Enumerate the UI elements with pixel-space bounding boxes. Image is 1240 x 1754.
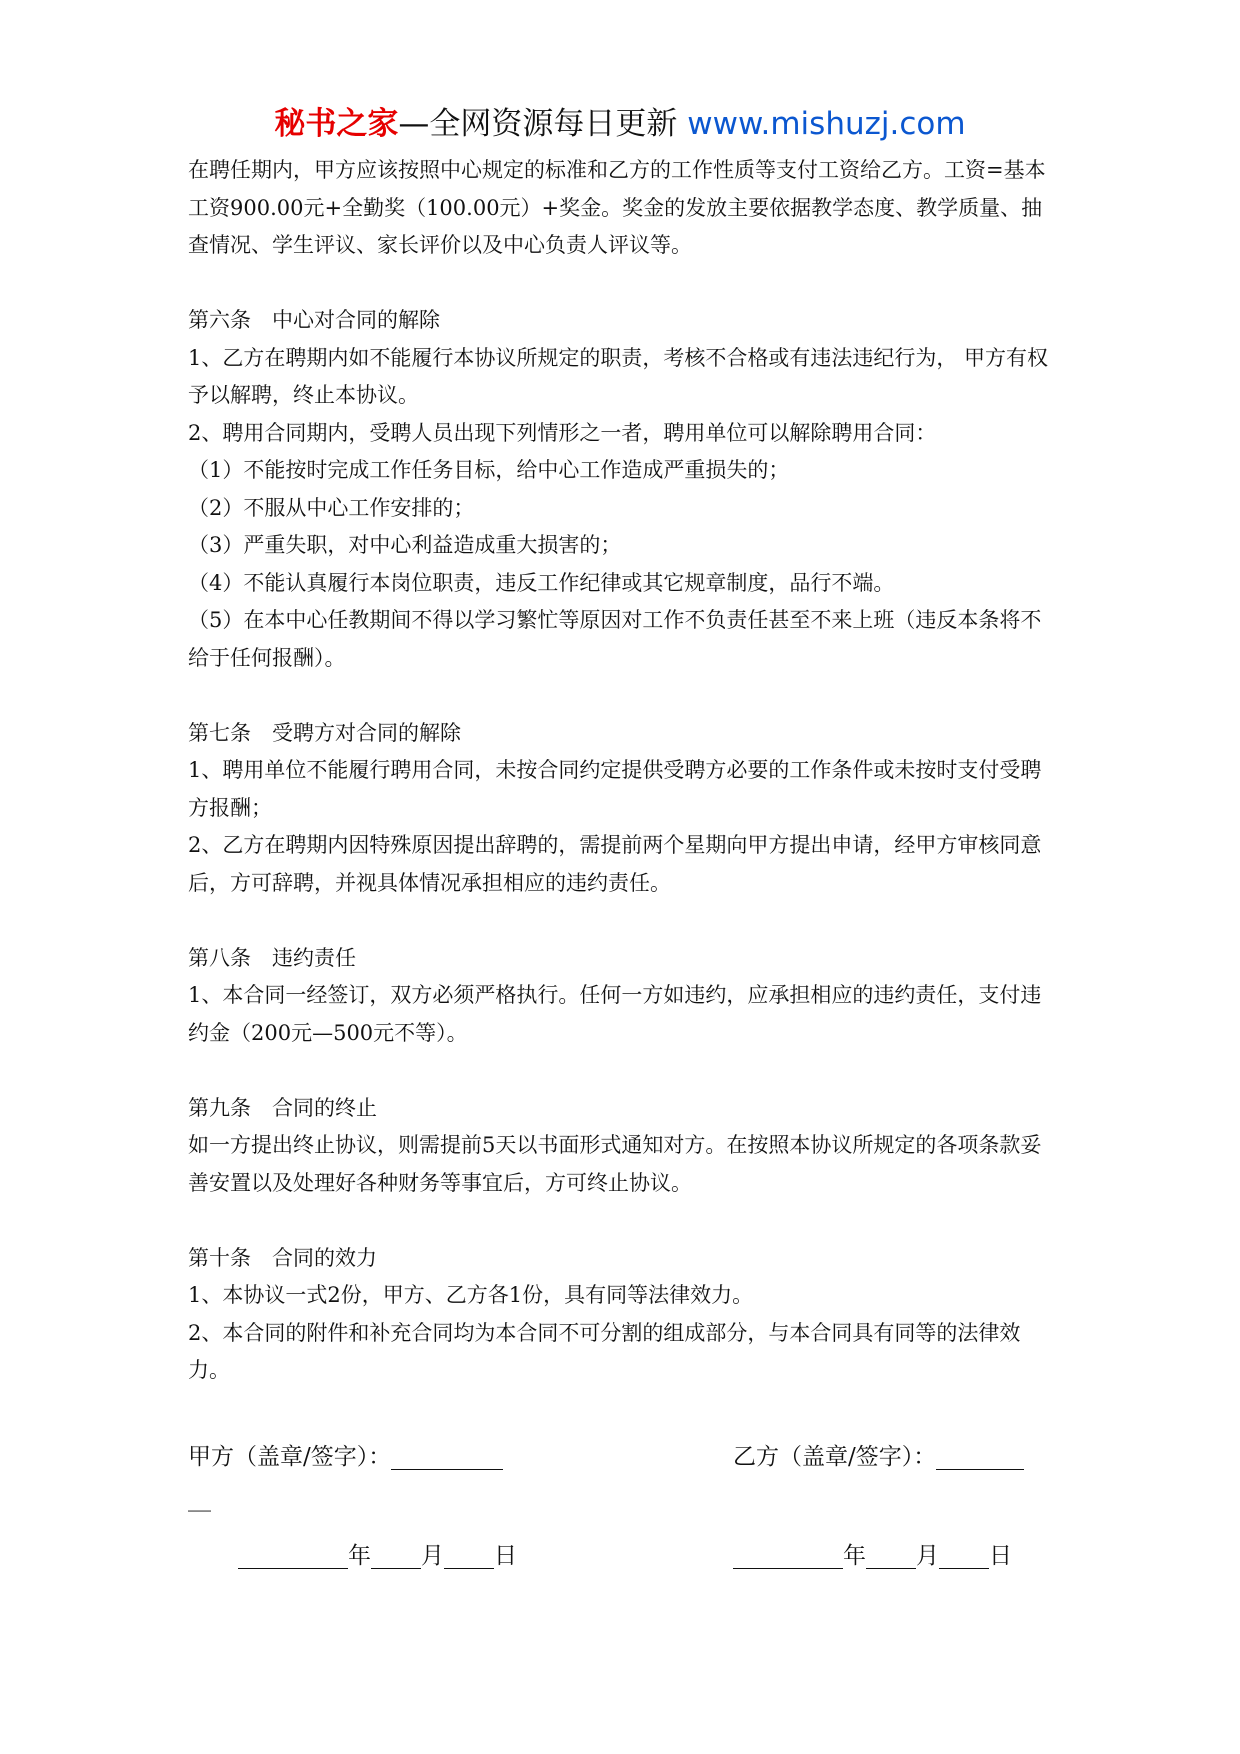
party-b-day-blank [939,1538,989,1569]
banner-tagline: —全网资源每日更新 [398,106,678,142]
article-6-clause-2: 2、聘用合同期内，受聘人员出现下列情形之一者，聘用单位可以解除聘用合同： [188,420,937,445]
party-b-day-label: 日 [989,1543,1012,1569]
party-a-signature-line [391,1439,503,1470]
article-6-clause-1: 1、乙方在聘期内如不能履行本协议所规定的职责，考核不合格或有违法违纪行为， 甲方有权予以解聘，终止本协议。 [188,345,1049,407]
party-b-label: 乙方（盖章/签字）： [733,1444,937,1470]
party-b-line-wrap [188,1479,211,1519]
wrap-underscore: __ [188,1486,211,1512]
party-b-date [733,1536,1012,1576]
party-b-signature [733,1437,1024,1477]
party-a-date [238,1536,517,1576]
article-8-heading: 第八条 违约责任 [188,945,356,970]
article-10-clause-2: 2、本合同的附件和补充合同均为本合同不可分割的组成部分，与本合同具有同等的法律效力。 [188,1320,1021,1382]
party-a-month-label: 月 [421,1543,444,1569]
party-a-year-blank [238,1538,348,1569]
party-a-year-label: 年 [348,1543,371,1569]
party-b-year-blank [733,1538,843,1569]
party-b-month-label: 月 [916,1543,939,1569]
article-8-clause-1: 1、本合同一经签订，双方必须严格执行。任何一方如违约，应承担相应的违约责任，支付违约金（200元—500元不等）。 [188,983,1042,1045]
article-6-item-4: （4）不能认真履行本岗位职责，违反工作纪律或其它规章制度，品行不端。 [188,570,895,595]
party-b-year-label: 年 [843,1543,866,1569]
article-6-item-3: （3）严重失职，对中心利益造成重大损害的； [188,533,622,557]
site-banner [0,100,1240,148]
article-6-item-2: （2）不服从中心工作安排的； [188,495,475,520]
party-a-day-blank [444,1538,494,1569]
party-a-label: 甲方（盖章/签字）： [188,1444,392,1470]
banner-url-link[interactable]: www.mishuzj.com [687,106,966,142]
article-9-clause: 如一方提出终止协议，则需提前5天以书面形式通知对方。在按照本协议所规定的各项条款妥善安置以及处理好各种财务等事宜后，方可终止协议。 [188,1133,1042,1195]
article-7-clause-1: 1、聘用单位不能履行聘用合同，未按合同约定提供受聘方必要的工作条件或未按时支付受聘方报酬； [188,758,1042,820]
party-a-month-blank [371,1538,421,1569]
party-a-signature [188,1437,503,1477]
banner-brand: 秘书之家 [274,106,399,142]
article-7-heading: 第七条 受聘方对合同的解除 [188,720,461,745]
article-7-clause-2: 2、乙方在聘期内因特殊原因提出辞聘的，需提前两个星期向甲方提出申请，经甲方审核同意后，方可辞聘，并视具体情况承担相应的违约责任。 [188,833,1042,895]
article-6-heading: 第六条 中心对合同的解除 [188,308,440,332]
article-9-heading: 第九条 合同的终止 [188,1095,377,1120]
salary-paragraph: 在聘任期内，甲方应该按照中心规定的标准和乙方的工作性质等支付工资给乙方。工资=基本工资900.00元+全勤奖（100.00元）+奖金。奖金的发放主要依据教学态度、教学质量、抽查情况、学生评议、家长评价以及中心负责人评议等。 [188,158,1046,257]
article-10-heading: 第十条 合同的效力 [188,1245,377,1270]
article-6-item-5: （5）在本中心任教期间不得以学习繁忙等原因对工作不负责任甚至不来上班（违反本条将不给于任何报酬）。 [188,608,1042,670]
article-6-item-1: （1）不能按时完成工作任务目标，给中心工作造成严重损失的； [188,458,790,482]
party-b-signature-line [936,1439,1024,1470]
contract-body [188,152,1056,1390]
party-a-day-label: 日 [494,1543,517,1569]
article-10-clause-1: 1、本协议一式2份，甲方、乙方各1份，具有同等法律效力。 [188,1283,754,1307]
party-b-month-blank [866,1538,916,1569]
